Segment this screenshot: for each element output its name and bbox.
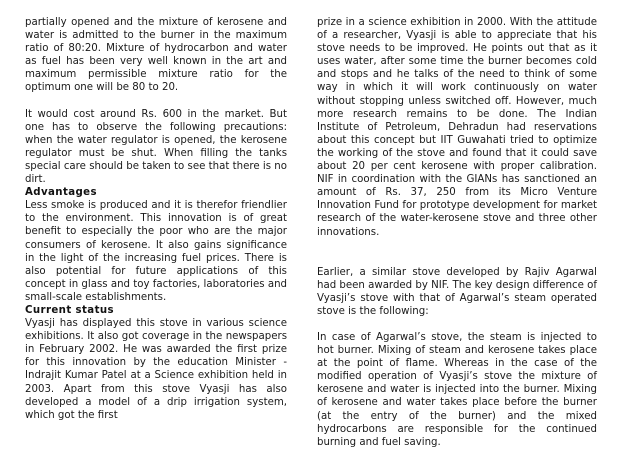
paragraph-similar-stove: Earlier, a similar stove developed by Rajiv Agarwal had been awarded by NIF. The key design difference of Vyasji’s stove with that of Agarwal’s steam operated stove is the following: [317,266,597,317]
heading-advantages: Advantages [25,187,97,199]
left-column [25,16,287,422]
paragraph-design-difference: In case of Agarwal’s stove, the steam is injected to hot burner. Mixing of steam and kerosene takes place at the point of flame. Whereas in the case of the modified operation of Vyasji’s stove the mixture of kerosene and water is injected into the burner. Mixing of kerosene and water takes place before the burner (at the entry of the burner) and the mixed hydrocarbons are responsible for the continued burning and fuel saving. [317,331,597,448]
paragraph-advantages: Less smoke is produced and it is therefor friendlier to the environment. This innovation is of great benefit to especially the poor who are the major consumers of kerosene. It also gains significance in the light of the increasing fuel prices. There is also potential for future applications of this concept in glass and toy factories, laboratories and small-scale establishments. [25,200,287,303]
paragraph-current-status: Vyasji has displayed this stove in various science exhibitions. It also got coverage in the newspapers in February 2002. He was awarded the first prize for this innovation by the education Minister - Indrajit Kumar Patel at a Science exhibition held in 2003. Apart from this stove Vyasji has also developed a model of a drip irrigation system, which got the first [25,318,287,421]
paragraph-research-funding: prize in a science exhibition in 2000. With the attitude of a researcher, Vyasji is able to appreciate that his stove needs to be improved. He points out that as it uses water, after some time the burner becomes cold and stops and he talks of the need to think of some way in which it will work continuously on water without stopping unless switched off. However, much more research remains to be done. The Indian Institute of Petroleum, Dehradun had reservations about this concept but IIT Guwahati tried to optimize the working of the stove and found that it could save about 20 per cent kerosene with proper calibration. NIF in coordination with the GIANs has sanctioned an amount of Rs. 37, 250 from its Micro Venture Innovation Fund for prototype development for market research of the water-kerosene stove and three other innovations. [317,17,597,238]
paragraph-cost-precautions: It would cost around Rs. 600 in the market. But one has to observe the following precautions: when the water regulator is opened, the kerosene regulator must be shut. When filling the tanks special care should be taken to see that there is no dirt. [25,108,287,186]
right-column [317,16,597,449]
heading-current-status: Current status [25,304,114,316]
paragraph-mixture-ratio: partially opened and the mixture of kerosene and water is admitted to the burner in the maximum ratio of 80:20. Mixture of hydrocarbon and water as fuel has been very well known in the art and maximum permissible mixture ratio for the optimum one will be 80 to 20. [25,17,287,94]
